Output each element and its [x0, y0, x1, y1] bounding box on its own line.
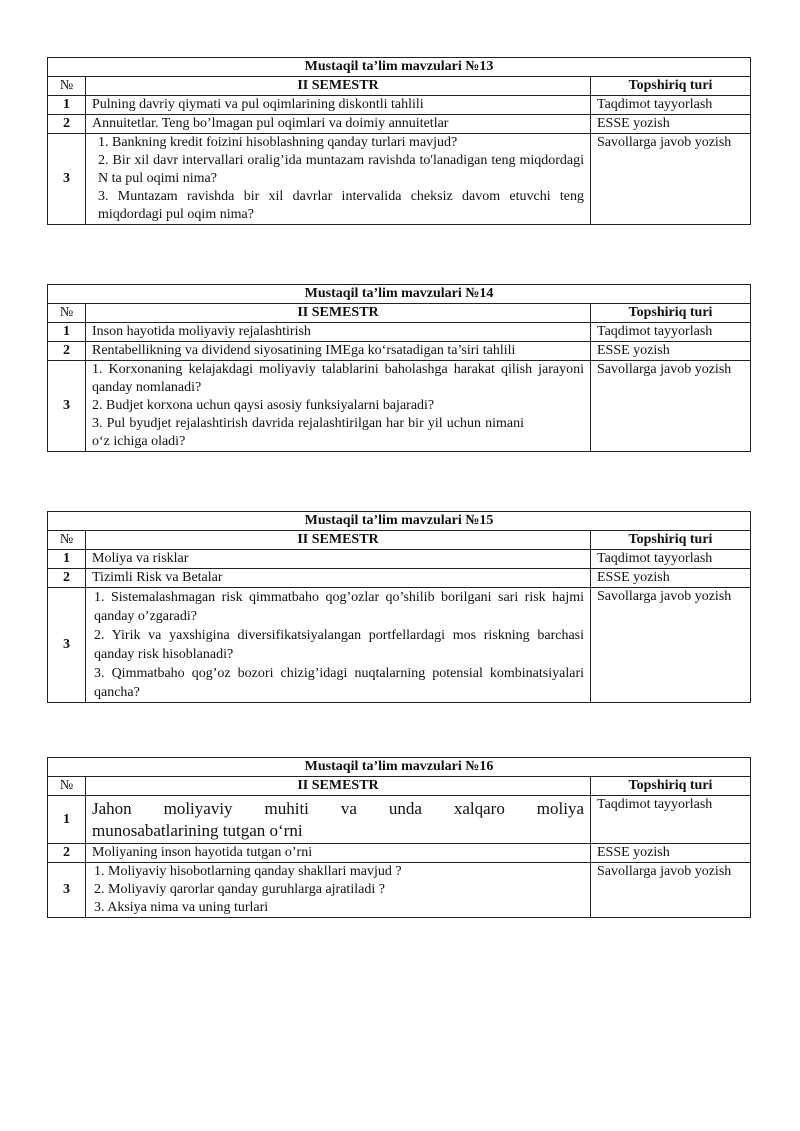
number-header: №: [48, 531, 86, 550]
question-item: 2. Budjet korxona uchun qaysi asosiy funksiyalarni bajaradi?: [92, 398, 435, 413]
table-title: Mustaqil ta’lim mavzulari №13: [48, 58, 751, 77]
topic-text: Moliya va risklar: [86, 550, 591, 569]
topic-table-16: [47, 757, 751, 918]
row-number: 3: [48, 588, 86, 703]
questions-cell: [86, 361, 591, 452]
row-number: 2: [48, 342, 86, 361]
task-type: ESSE yozish: [591, 569, 751, 588]
topic-table-15: [47, 511, 751, 703]
row-number: 1: [48, 550, 86, 569]
question-item: 3. Aksiya nima va uning turlari: [94, 900, 269, 915]
row-number: 2: [48, 844, 86, 863]
table-row: [48, 96, 751, 115]
question-item: 1. Bankning kredit foizini hisoblashning qanday turlari mavjud?: [98, 135, 458, 150]
task-type: Savollarga javob yozish: [591, 134, 751, 225]
row-number: 3: [48, 361, 86, 452]
task-type: Savollarga javob yozish: [591, 863, 751, 918]
number-header: №: [48, 777, 86, 796]
row-number: 2: [48, 115, 86, 134]
task-type: Savollarga javob yozish: [591, 588, 751, 703]
table-row: [48, 323, 751, 342]
semester-header: II SEMESTR: [86, 531, 591, 550]
topic-text: Moliyaning inson hayotida tutgan o’rni: [86, 844, 591, 863]
number-header: №: [48, 77, 86, 96]
table-row: [48, 844, 751, 863]
number-header: №: [48, 304, 86, 323]
topic-line: Jahon moliyaviy muhiti va unda xalqaro moliya: [92, 799, 584, 818]
topic-line: munosabatlarining tutgan o‘rni: [92, 821, 303, 840]
table-row: [48, 342, 751, 361]
question-item: 1. Sistemalashmagan risk qimmatbaho qog’ozlar qo’shilib borilgani sari risk hajmi qanday o’zgaradi?: [94, 590, 584, 624]
table-row: [48, 115, 751, 134]
topic-text: Rentabellikning va dividend siyosatining IMEga ko‘rsatadigan ta’siri tahlili: [86, 342, 591, 361]
semester-header: II SEMESTR: [86, 777, 591, 796]
table-row: [48, 588, 751, 703]
task-type: Taqdimot tayyorlash: [591, 323, 751, 342]
task-type: Savollarga javob yozish: [591, 361, 751, 452]
table-title: Mustaqil ta’lim mavzulari №14: [48, 285, 751, 304]
question-item: 3. Muntazam ravishda bir xil davrlar intervalida cheksiz davom etuvchi teng miqdordagi pul oqim nima?: [98, 189, 584, 222]
questions-cell: [86, 863, 591, 918]
semester-header: II SEMESTR: [86, 304, 591, 323]
questions-cell: [86, 134, 591, 225]
topic-text: Pulning davriy qiymati va pul oqimlarining diskontli tahlili: [86, 96, 591, 115]
table-row: [48, 134, 751, 225]
topic-text: Tizimli Risk va Betalar: [86, 569, 591, 588]
task-type: Taqdimot tayyorlash: [591, 550, 751, 569]
questions-cell: [86, 588, 591, 703]
topic-text: Annuitetlar. Teng bo’lmagan pul oqimlari va doimiy annuitetlar: [86, 115, 591, 134]
topic-table-13: [47, 57, 751, 225]
task-type: ESSE yozish: [591, 342, 751, 361]
task-type-header: Topshiriq turi: [591, 77, 751, 96]
question-item: 2. Yirik va yaxshigina diversifikatsiyalangan portfellardagi mos riskning barchasi qanday risk hisoblanadi?: [94, 628, 584, 662]
table-title: Mustaqil ta’lim mavzulari №16: [48, 758, 751, 777]
table-row: [48, 550, 751, 569]
task-type-header: Topshiriq turi: [591, 304, 751, 323]
row-number: 1: [48, 96, 86, 115]
topic-text: [86, 796, 591, 844]
question-item: 2. Bir xil davr intervallari oralig’ida muntazam ravishda to'lanadigan teng miqdordagi N ta pul oqimi nima?: [98, 153, 584, 186]
table-row: [48, 863, 751, 918]
task-type-header: Topshiriq turi: [591, 777, 751, 796]
table-row: [48, 569, 751, 588]
table-row: [48, 361, 751, 452]
task-type: ESSE yozish: [591, 844, 751, 863]
task-type: ESSE yozish: [591, 115, 751, 134]
question-item: 3. Pul byudjet rejalashtirish davrida rejalashtirilgan har bir yil uchun nimani o‘z ichiga oladi?: [92, 416, 524, 449]
question-item: 3. Qimmatbaho qog’oz bozori chizig’idagi nuqtalarning potensial kombinatsiyalari qancha?: [94, 666, 584, 700]
row-number: 3: [48, 863, 86, 918]
question-item: 1. Moliyaviy hisobotlarning qanday shakllari mavjud ?: [94, 864, 402, 879]
question-item: 2. Moliyaviy qarorlar qanday guruhlarga ajratiladi ?: [94, 882, 385, 897]
task-type-header: Topshiriq turi: [591, 531, 751, 550]
question-item: 1. Korxonaning kelajakdagi moliyaviy talablarini baholashga harakat qilish jarayoni qanday nomlanadi?: [92, 362, 584, 395]
semester-header: II SEMESTR: [86, 77, 591, 96]
row-number: 1: [48, 323, 86, 342]
task-type: Taqdimot tayyorlash: [591, 96, 751, 115]
row-number: 3: [48, 134, 86, 225]
row-number: 2: [48, 569, 86, 588]
row-number: 1: [48, 796, 86, 844]
topic-text: Inson hayotida moliyaviy rejalashtirish: [86, 323, 591, 342]
task-type: Taqdimot tayyorlash: [591, 796, 751, 844]
topic-table-14: [47, 284, 751, 452]
table-title: Mustaqil ta’lim mavzulari №15: [48, 512, 751, 531]
table-row: [48, 796, 751, 844]
